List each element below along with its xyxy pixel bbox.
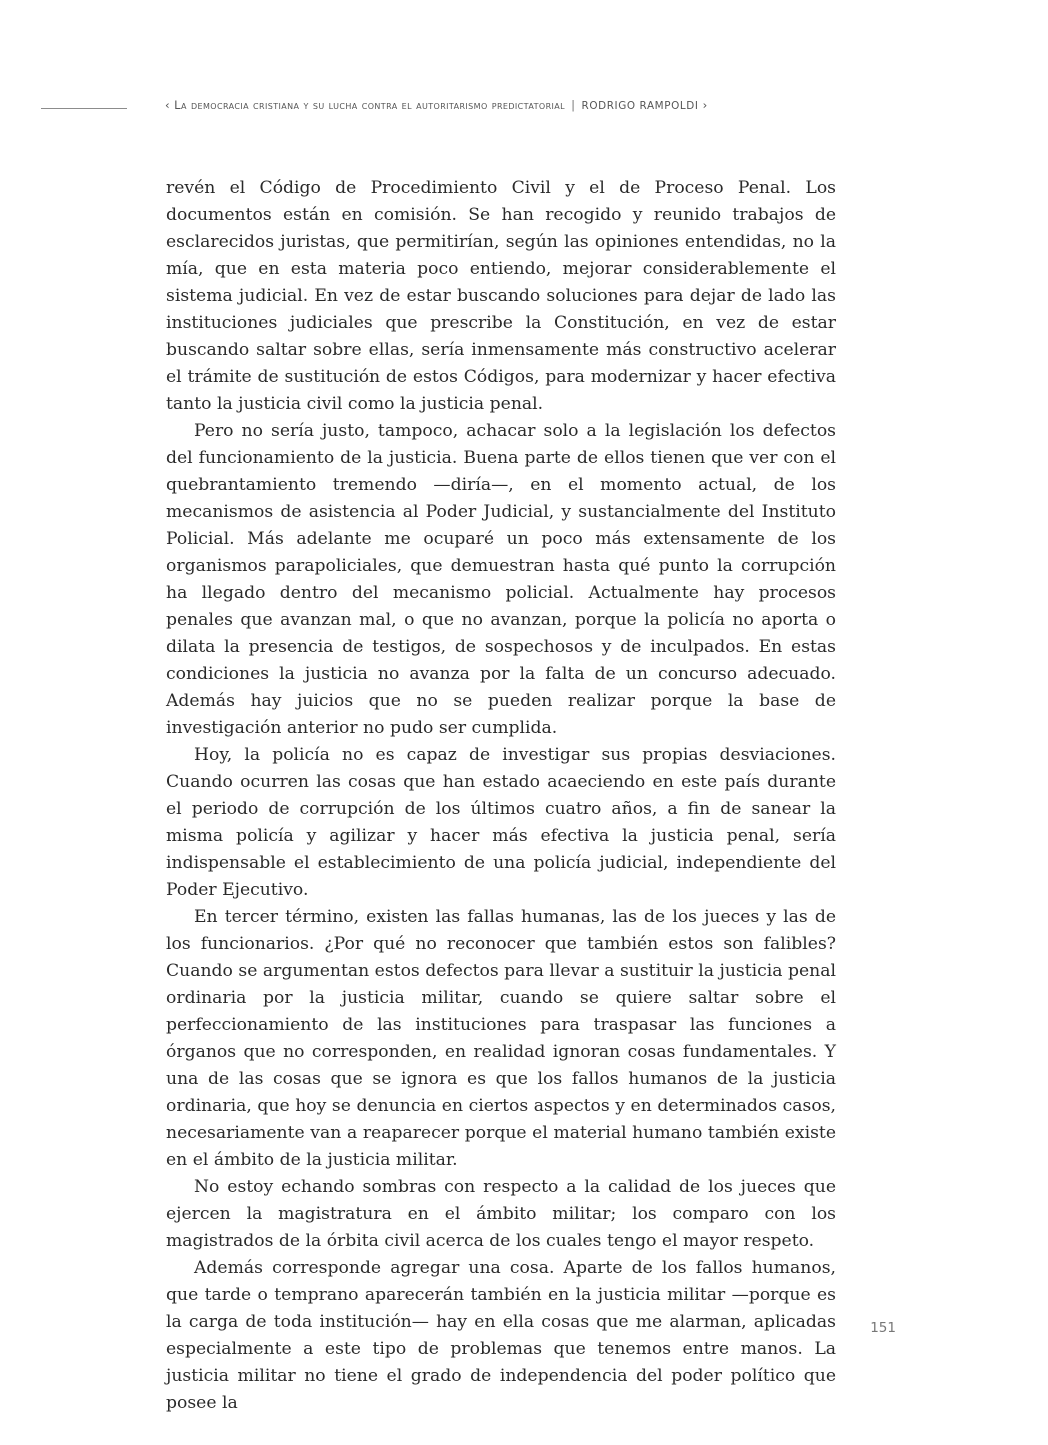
header-author: RODRIGO RAMPOLDI [581,100,699,112]
body-text [166,175,836,1417]
header-open-mark: ‹ [165,98,171,112]
header-close-mark: › [702,98,708,112]
paragraph: Pero no sería justo, tampoco, achacar solo a la legislación los defectos del funcionamiento de la justicia. Buena parte de ellos tienen que ver con el quebrantamiento tremendo —diría—, en el momento actual, de los mecanismos de asistencia al Poder Judicial, y sustancialmente del Instituto Policial. Más adelante me ocuparé un poco más extensamente de los organismos parapoliciales, que demuestran hasta qué punto la corrupción ha llegado dentro del mecanismo policial. Actualmente hay procesos penales que avanzan mal, o que no avanzan, porque la policía no aporta o dilata la presencia de testigos, de sospechosos y de inculpados. En estas condiciones la justicia no avanza por la falta de un concurso adecuado. Además hay juicios que no se pueden realizar porque la base de investigación anterior no pudo ser cumplida. [166,421,836,738]
paragraph: Además corresponde agregar una cosa. Aparte de los fallos humanos, que tarde o temprano aparecerán también en la justicia militar —porque es la carga de toda institución— hay en ella cosas que me alarman, aplicadas especialmente a este tipo de problemas que tenemos entre manos. La justicia militar no tiene el grado de independencia del poder político que posee la [166,1258,836,1413]
page-number: 151 [870,1320,896,1336]
header-separator: | [571,98,576,112]
paragraph: revén el Código de Procedimiento Civil y el de Proceso Penal. Los documentos están en comisión. Se han recogido y reunido trabajos de esclarecidos juristas, que permitirían, según las opiniones entendidas, no la mía, que en esta materia poco entiendo, mejorar considerablemente el sistema judicial. En vez de estar buscando soluciones para dejar de lado las instituciones judiciales que prescribe la Constitución, en vez de estar buscando saltar sobre ellas, sería inmensamente más constructivo acelerar el trámite de sustitución de estos Códigos, para modernizar y hacer efectiva tanto la justicia civil como la justicia penal. [166,178,836,414]
paragraph: En tercer término, existen las fallas humanas, las de los jueces y las de los funcionarios. ¿Por qué no reconocer que también estos son falibles? Cuando se argumentan estos defectos para llevar a sustituir la justicia penal ordinaria por la justicia militar, cuando se quiere saltar sobre el perfeccionamiento de las instituciones para traspasar las funciones a órganos que no corresponden, en realidad ignoran cosas fundamentales. Y una de las cosas que se ignora es que los fallos humanos de la justicia ordinaria, que hoy se denuncia en ciertos aspectos y en determinados casos, necesariamente van a reaparecer porque el material humano también existe en el ámbito de la justicia militar. [166,907,836,1170]
paragraph: Hoy, la policía no es capaz de investigar sus propias desviaciones. Cuando ocurren las cosas que han estado acaeciendo en este país durante el periodo de corrupción de los últimos cuatro años, a fin de sanear la misma policía y agilizar y hacer más efectiva la justicia penal, sería indispensable el establecimiento de una policía judicial, independiente del Poder Ejecutivo. [166,745,836,900]
paragraph: No estoy echando sombras con respecto a la calidad de los jueces que ejercen la magistratura en el ámbito militar; los comparo con los magistrados de la órbita civil acerca de los cuales tengo el mayor respeto. [166,1177,836,1251]
running-header [165,96,708,115]
header-rule [41,108,127,109]
header-title: La democracia cristiana y su lucha contra el autoritarismo predictatorial [174,98,566,112]
